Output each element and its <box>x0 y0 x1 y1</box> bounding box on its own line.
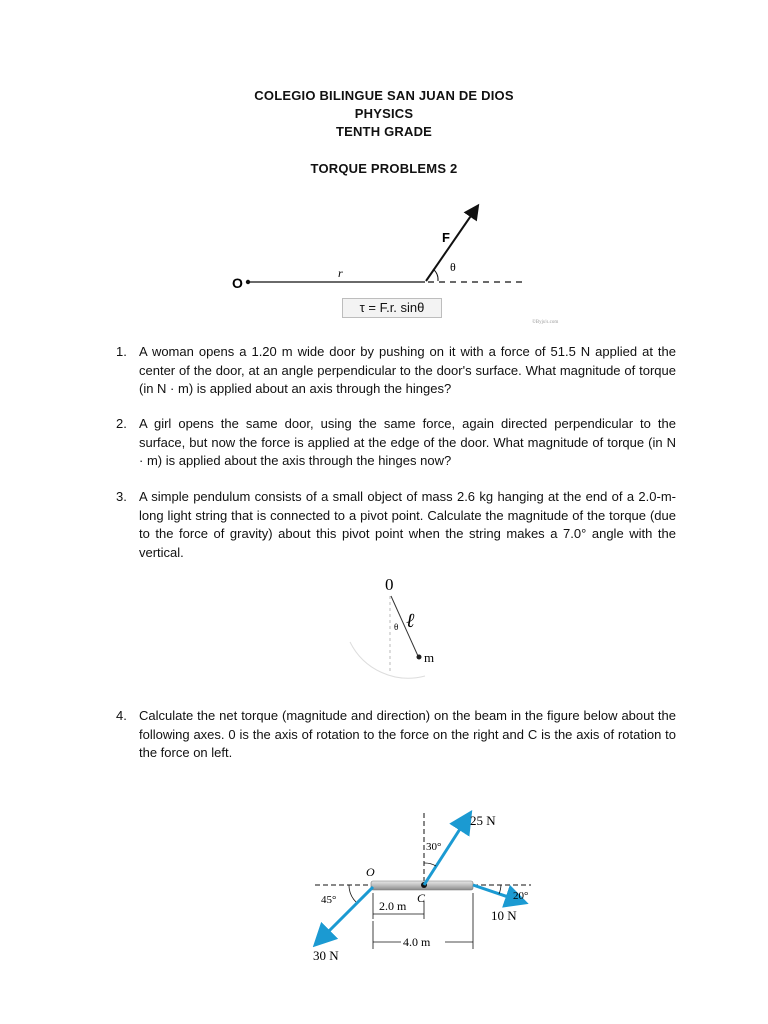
angle-20-label: 20° <box>513 890 529 902</box>
angle-30-label: 30° <box>426 841 442 853</box>
dim-oc-label: 2.0 m <box>379 899 407 913</box>
question-text: A girl opens the same door, using the same force, again directed perpendicular to the surface, but now the force is applied at the edge of the door. What magnitude of torque (in N · m) is applied about the axis through the hinges now? <box>139 416 676 468</box>
subject: PHYSICS <box>354 106 414 121</box>
point-o-label: O <box>232 275 243 291</box>
question-3 <box>116 488 676 562</box>
question-number: 3. <box>116 489 127 504</box>
angle-30-arc <box>424 863 436 866</box>
question-text: Calculate the net torque (magnitude and direction) on the beam in the figure below about the following axes. 0 is the axis of rotation to the force on the right and C is the axis of rotation to the force on left. <box>139 708 676 760</box>
question-4 <box>116 707 676 763</box>
length-label: ℓ <box>406 610 415 632</box>
pivot-label: 0 <box>385 575 394 594</box>
dim-total-label: 4.0 m <box>403 935 431 949</box>
r-label: r <box>338 266 343 280</box>
mass-label: m <box>424 650 435 665</box>
grade: TENTH GRADE <box>335 124 433 139</box>
beam-diagram <box>305 805 545 970</box>
page-title: TORQUE PROBLEMS 2 <box>310 161 458 176</box>
question-number: 4. <box>116 708 127 723</box>
credit: ©Byju's.com <box>532 320 559 325</box>
school-name: COLEGIO BILINGUE SAN JUAN DE DIOS <box>254 88 514 103</box>
theta-label: θ <box>450 260 456 274</box>
torque-formula: τ = F.r. sinθ <box>342 298 442 318</box>
f-label: F <box>442 230 450 245</box>
question-number: 1. <box>116 344 127 359</box>
question-text: A woman opens a 1.20 m wide door by pushing on it with a force of 51.5 N applied at the center of the door, at an angle perpendicular to the door's surface. What magnitude of torque (in N · m) is applied about an axis through the hinges? <box>139 344 676 396</box>
pivot-point <box>246 280 250 284</box>
pendulum-diagram <box>345 572 445 682</box>
force-10n-label: 10 N <box>491 908 517 923</box>
point-o-label: O <box>366 865 375 879</box>
theta-label: θ <box>394 622 399 632</box>
question-2 <box>116 415 676 471</box>
force-30n-label: 30 N <box>313 948 339 963</box>
angle-45-label: 45° <box>321 894 337 906</box>
question-1 <box>116 343 676 399</box>
question-text: A simple pendulum consists of a small object of mass 2.6 kg hanging at the end of a 2.0-m-long light string that is connected to a pivot point. Calculate the magnitude of the torque (due to the force of gravity) about this pivot point when the string makes a 7.0° angle with the vertical. <box>139 489 676 560</box>
question-number: 2. <box>116 416 127 431</box>
angle-45-arc <box>349 885 356 902</box>
mass-bob <box>417 655 422 660</box>
point-c-label: C <box>417 891 426 905</box>
force-25n-label: 25 N <box>470 813 496 828</box>
